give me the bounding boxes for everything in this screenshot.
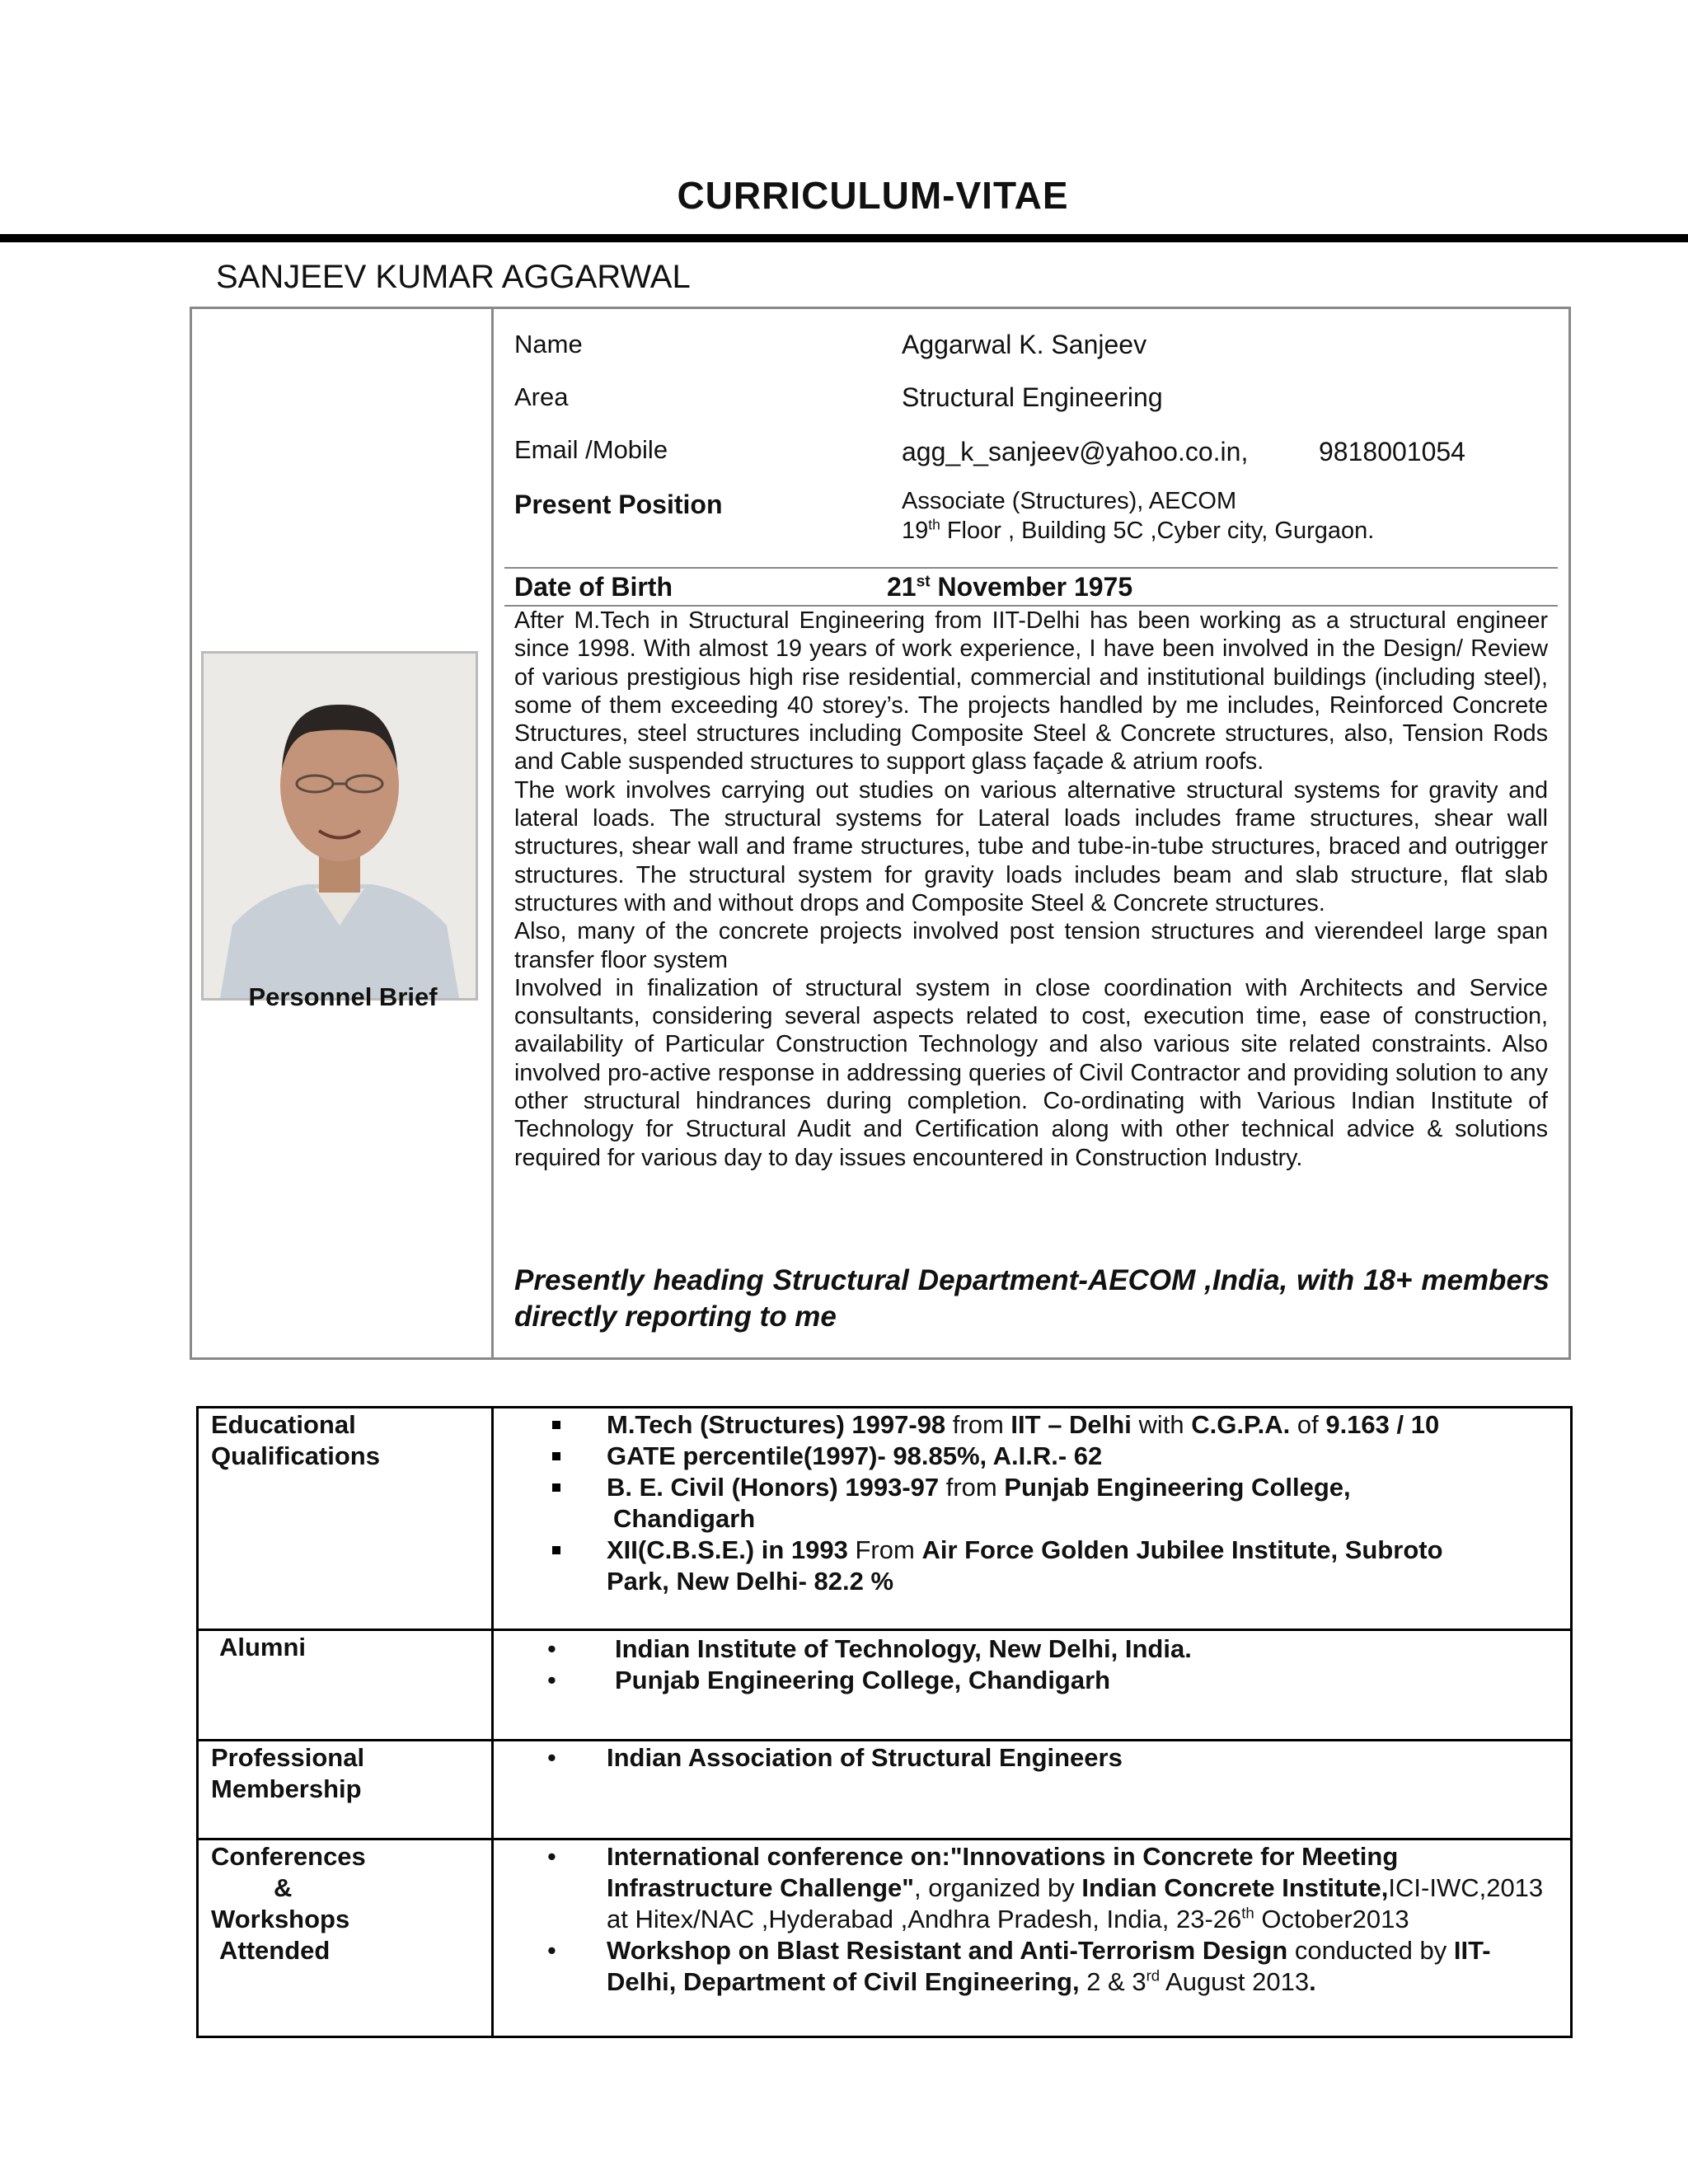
- personal-table-divider: [491, 307, 494, 1360]
- area-value: Structural Engineering: [902, 382, 1163, 412]
- brief-paragraph: Involved in finalization of structural system in close coordination with Architects and Service consultants, considering several aspects related to cost, execution time, ease of construction, availability of Particular Construction Technology and also various site related constraints. Also involved pro-active response in addressing queries of Civil Contractor and providing solution to any other structural hindrances during completion. Co-ordinating with Various Indian Institute of Technology for Structural Audit and Certification along with other technical advice & solutions required for various day to day issues encountered in Construction Industry.: [514, 974, 1548, 1171]
- list-item: B. E. Civil (Honors) 1993-97 from Punjab Engineering College, Chandigarh: [528, 1472, 1550, 1535]
- email-label: Email /Mobile: [514, 435, 668, 464]
- portrait-image: [204, 654, 476, 998]
- conferences-label: Conferences & Workshops Attended: [211, 1842, 366, 1965]
- dob-value: 21st November 1975: [887, 572, 1133, 602]
- area-label: Area: [514, 382, 569, 411]
- row-rule: [196, 1739, 1573, 1741]
- person-name: SANJEEV KUMAR AGGARWAL: [216, 259, 691, 295]
- name-value: Aggarwal K. Sanjeev: [902, 330, 1147, 359]
- qualifications-table-divider: [491, 1406, 494, 2038]
- list-item: • Indian Association of Structural Engineers: [547, 1743, 1123, 1772]
- membership-list: [528, 1742, 1550, 1774]
- list-item: GATE percentile(1997)- 98.85%, A.I.R.- 62: [528, 1441, 1550, 1472]
- list-item: • Workshop on Blast Resistant and Anti-Terrorism Design conducted by IIT-Delhi, Department of Civil Engineering, 2 & 3rd August 2013.: [547, 1936, 1491, 1996]
- education-list: [528, 1409, 1550, 1597]
- dob-label: Date of Birth: [514, 572, 673, 602]
- list-item: XII(C.B.S.E.) in 1993 From Air Force Golden Jubilee Institute, Subroto Park, New Delhi- 82.2 %: [528, 1535, 1550, 1597]
- name-label: Name: [514, 330, 583, 359]
- list-item: • International conference on:"Innovations in Concrete for Meeting Infrastructure Challenge", organized by Indian Concrete Institute,ICI-IWC,2013 at Hitex/NAC ,Hyderabad ,Andhra Pradesh, India, 23-26th October2013: [547, 1842, 1544, 1933]
- profile-photo: [201, 651, 478, 1001]
- title-rule: [0, 234, 1688, 242]
- position-label: Present Position: [514, 490, 723, 519]
- list-item: • Punjab Engineering College, Chandigarh: [547, 1666, 1111, 1694]
- personnel-brief-label: Personnel Brief: [248, 982, 438, 1011]
- document-title: CURRICULUM-VITAE: [677, 174, 1069, 217]
- brief-paragraph: The work involves carrying out studies on various alternative structural systems for gravity and lateral loads. The structural systems for Lateral loads includes frame structures, shear wall structures, shear wall and frame structures, tube and tube-in-tube structures, braced and outrigger structures. The structural system for gravity loads includes beam and slab structure, flat slab structures with and without drops and Composite Steel & Concrete structures.: [514, 776, 1548, 916]
- position-line1: Associate (Structures), AECOM: [902, 488, 1237, 514]
- position-line2: 19th Floor , Building 5C ,Cyber city, Gurgaon.: [902, 516, 1375, 544]
- education-label: Educational Qualifications: [211, 1410, 380, 1470]
- email-value: agg_k_sanjeev@yahoo.co.in,: [902, 437, 1249, 466]
- alumni-label: Alumni: [219, 1633, 307, 1661]
- row-rule: [504, 567, 1558, 569]
- position-value: [902, 486, 1374, 546]
- list-item: M.Tech (Structures) 1997-98 from IIT – Delhi with C.G.P.A. of 9.163 / 10: [528, 1409, 1550, 1441]
- row-rule: [196, 1629, 1573, 1631]
- alumni-list: [528, 1633, 1550, 1696]
- mobile-value: 9818001054: [1319, 437, 1465, 466]
- row-rule: [196, 1838, 1573, 1840]
- personnel-brief-text: [514, 607, 1548, 1172]
- brief-paragraph: After M.Tech in Structural Engineering from IIT-Delhi has been working as a structural engineer since 1998. With almost 19 years of work experience, I have been involved in the Design/ Review of various prestigious high rise residential, commercial and institutional buildings (including steel), some of them exceeding 40 storey’s. The projects handled by me includes, Reinforced Concrete Structures, steel structures including Composite Steel & Concrete structures, also, Tension Rods and Cable suspended structures to support glass façade & atrium roofs.: [514, 607, 1548, 776]
- membership-label: Professional Membership: [211, 1743, 365, 1803]
- brief-paragraph: Also, many of the concrete projects involved post tension structures and vierendeel large span transfer floor system: [514, 918, 1548, 973]
- conferences-list: [528, 1841, 1550, 1998]
- brief-highlight: Presently heading Structural Department-AECOM ,India, with 18+ members directly reporting to me: [514, 1264, 1550, 1333]
- list-item: • Indian Institute of Technology, New Delhi, India.: [547, 1634, 1192, 1663]
